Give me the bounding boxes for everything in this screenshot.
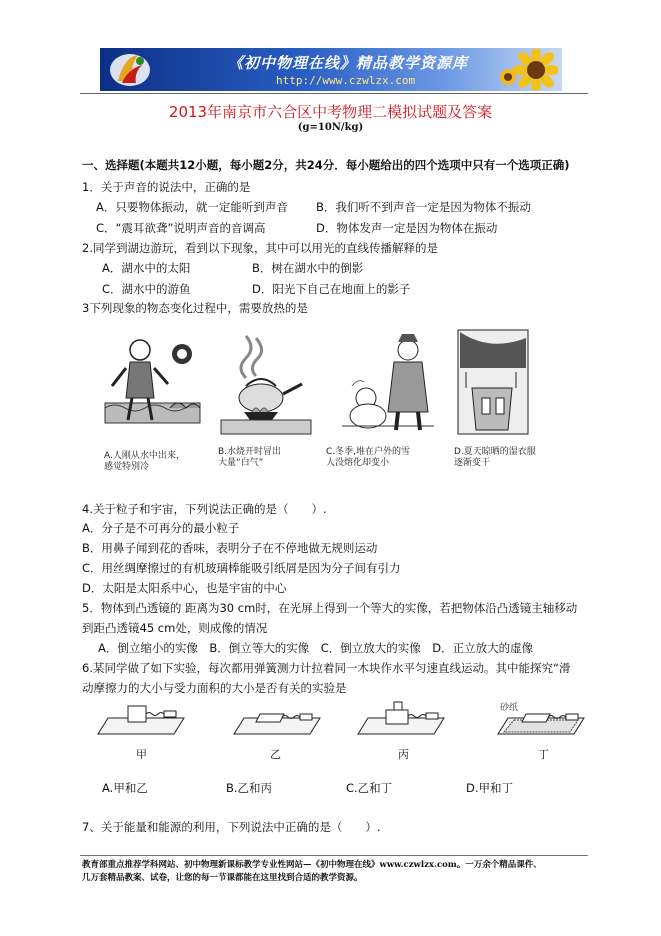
q6-option-a: A.甲和乙 [102, 781, 148, 795]
friction-setup-jia [96, 700, 188, 738]
q6-option-b: B.乙和丙 [226, 781, 273, 795]
q4-option-a: A．分子是不可再分的最小粒子 [82, 521, 240, 535]
drying-clothes-illustration [456, 328, 531, 438]
gravity-note: (g=10N/kg) [297, 122, 364, 133]
q2-option-d: D．阳光下自己在地面上的影子 [252, 282, 411, 296]
friction-setup-bing [356, 700, 448, 738]
page-footer [82, 859, 602, 885]
snowman-illustration [338, 328, 438, 438]
q3-caption-a [104, 451, 185, 473]
q5-options: A．倒立缩小的实像 B．倒立等大的实像 C．倒立放大的实像 D．正立放大的虚像 [98, 641, 534, 655]
q6-label-jia: 甲 [136, 748, 147, 761]
q3-stem: 3下列现象的物态变化过程中，需要放热的是 [82, 301, 308, 315]
section-heading: 一、选择题(本题共12小题，每小题2分，共24分．每小题给出的四个选项中只有一个选项正确) [82, 158, 570, 172]
q3-caption-c-line2: 人没熔化却变小 [326, 458, 390, 468]
q3-caption-a-line1: A.人刚从水中出来， [104, 451, 185, 461]
q1-option-a: A．只要物体振动，就一定能听到声音 [96, 200, 288, 214]
q2-option-b: B．树在湖水中的倒影 [252, 261, 364, 275]
q6-label-yi: 乙 [270, 748, 281, 761]
footer-divider [80, 855, 588, 856]
q6-label-bing: 丙 [398, 748, 409, 761]
q1-stem: 1．关于声音的说法中，正确的是 [82, 180, 251, 194]
q2-option-a: A．湖水中的太阳 [102, 261, 191, 275]
q4-stem: 4.关于粒子和宇宙，下列说法正确的是（ ）. [82, 502, 327, 516]
q2-stem: 2.同学到湖边游玩，看到以下现象，其中可以用光的直线传播解释的是 [82, 241, 438, 255]
site-url[interactable]: http://www.czwlzx.com [276, 74, 416, 87]
q3-caption-c-line1: C.冬季,堆在户外的雪 [326, 447, 411, 457]
q4-option-d: D．太阳是太阳系中心，也是宇宙的中心 [82, 581, 287, 595]
sunflower-icon [496, 49, 558, 90]
q3-caption-b-line1: B.水烧开时冒出 [218, 447, 282, 457]
friction-setup-yi [232, 700, 324, 738]
site-logo-icon [108, 51, 152, 88]
q1-option-c: C．“震耳欲聋”说明声音的音调高 [96, 221, 266, 235]
document-title: 2013年南京市六合区中考物理二模拟试题及答案 [168, 103, 493, 121]
q5-stem-line2: 到距凸透镜45 cm处，则成像的情况 [82, 621, 268, 635]
q1-option-d: D．物体发声一定是因为物体在振动 [316, 221, 498, 235]
q2-option-c: C．湖水中的游鱼 [102, 282, 191, 296]
q3-caption-a-line2: 感觉特别冷 [104, 462, 150, 472]
boiling-kettle-illustration [216, 328, 316, 438]
q3-caption-b-line2: 大量“白气” [218, 458, 264, 468]
q6-stem-line1: 6.某同学做了如下实验，每次都用弹簧测力计拉着同一木块作水平匀速直线运动。其中能探究“滑 [82, 661, 571, 675]
site-name: 《初中物理在线》精品教学资源库 [228, 54, 469, 72]
q6-label-ding: 丁 [538, 748, 549, 761]
header-divider [80, 93, 588, 94]
site-banner [100, 48, 562, 91]
q6-option-c: C.乙和丁 [346, 781, 393, 795]
q7-stem: 7、关于能量和能源的利用，下列说法中正确的是（ ）. [82, 820, 381, 834]
footer-line1: 教育部重点推荐学科网站、初中物理新课标教学专业性网站—《初中物理在线》www.czwlzx.com。一万余个精品课件、 [82, 860, 542, 870]
footer-line2: 几万套精品教案、试卷，让您的每一节课都能在这里找到合适的教学资源。 [82, 873, 363, 883]
q6-option-d: D.甲和丁 [466, 781, 514, 795]
q3-caption-d-line2: 逐渐变干 [454, 458, 491, 468]
q3-caption-c [326, 447, 410, 469]
q3-caption-b [218, 447, 281, 469]
sandpaper-label: 砂纸 [500, 703, 519, 713]
q3-caption-d [454, 447, 536, 469]
swimmer-out-of-water-illustration [100, 328, 210, 438]
q3-caption-d-line1: D.夏天晾晒的湿衣服 [454, 447, 536, 457]
q4-option-c: C．用丝绸摩擦过的有机玻璃棒能吸引纸屑是因为分子间有引力 [82, 561, 401, 575]
q1-option-b: B．我们听不到声音一定是因为物体不振动 [316, 200, 531, 214]
q5-stem-line1: 5．物体到凸透镜的 距离为30 cm时，在光屏上得到一个等大的实像，若把物体沿凸透镜主轴移动 [82, 601, 578, 615]
q4-option-b: B．用鼻子闻到花的香味，表明分子在不停地做无规则运动 [82, 541, 378, 555]
q6-stem-line2: 动摩擦力的大小与受力面积的大小是否有关的实验是 [82, 681, 347, 695]
